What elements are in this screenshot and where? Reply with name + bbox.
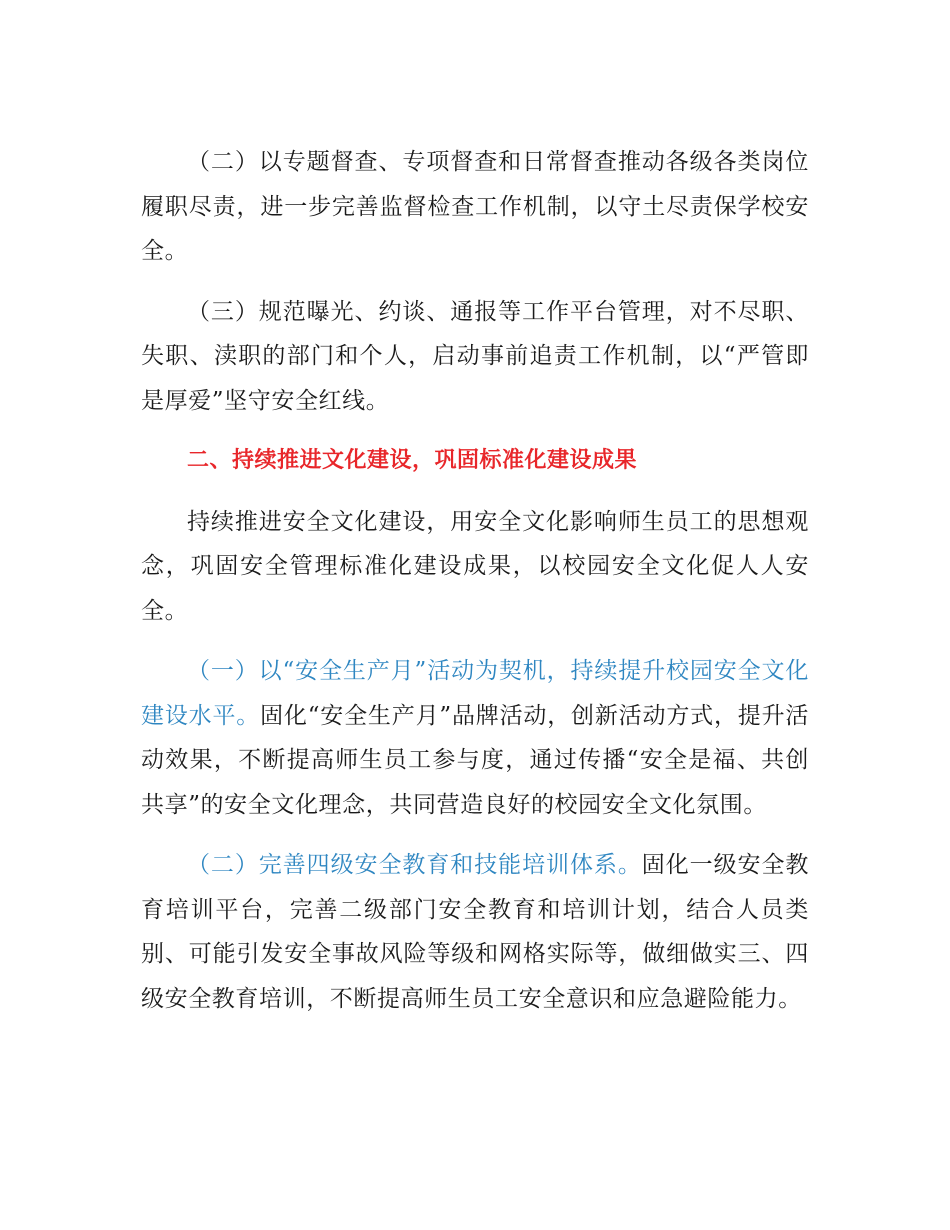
section-heading-culture: 二、持续推进文化建设，巩固标准化建设成果	[187, 448, 638, 473]
document-page	[141, 140, 809, 1037]
paragraph-supervision: （二）以专题督查、专项督查和日常督查推动各级各类岗位履职尽责，进一步完善监督检查工作机制，以守土尽责保学校安全。	[141, 149, 809, 264]
education-system-lead: （二）完善四级安全教育和技能培训体系。	[187, 852, 642, 878]
education-system-body: 固化一级安全教育培训平台，完善二级部门安全教育和培训计划，结合人员类别、可能引发安全事故风险等级和网格实际等，做细做实三、四级安全教育培训，不断提高师生员工安全意识和应急避险能力。	[141, 852, 809, 1012]
paragraph-education-system	[141, 843, 809, 1021]
paragraph-accountability: （三）规范曝光、约谈、通报等工作平台管理，对不尽职、失职、渎职的部门和个人，启动事前追责工作机制，以“严管即是厚爱”坚守安全红线。	[141, 298, 809, 414]
paragraph-culture-intro: 持续推进安全文化建设，用安全文化影响师生员工的思想观念，巩固安全管理标准化建设成果，以校园安全文化促人人安全。	[141, 508, 809, 624]
safety-month-lead: （一）以“安全生产月”活动为契机，持续提升校园安全文化建设水平。	[141, 658, 809, 729]
paragraph-safety-month	[141, 649, 809, 827]
safety-month-body: 固化“安全生产月”品牌活动，创新活动方式，提升活动效果，不断提高师生员工参与度，通过传播“安全是福、共创共享”的安全文化理念，共同营造良好的校园安全文化氛围。	[141, 702, 810, 818]
